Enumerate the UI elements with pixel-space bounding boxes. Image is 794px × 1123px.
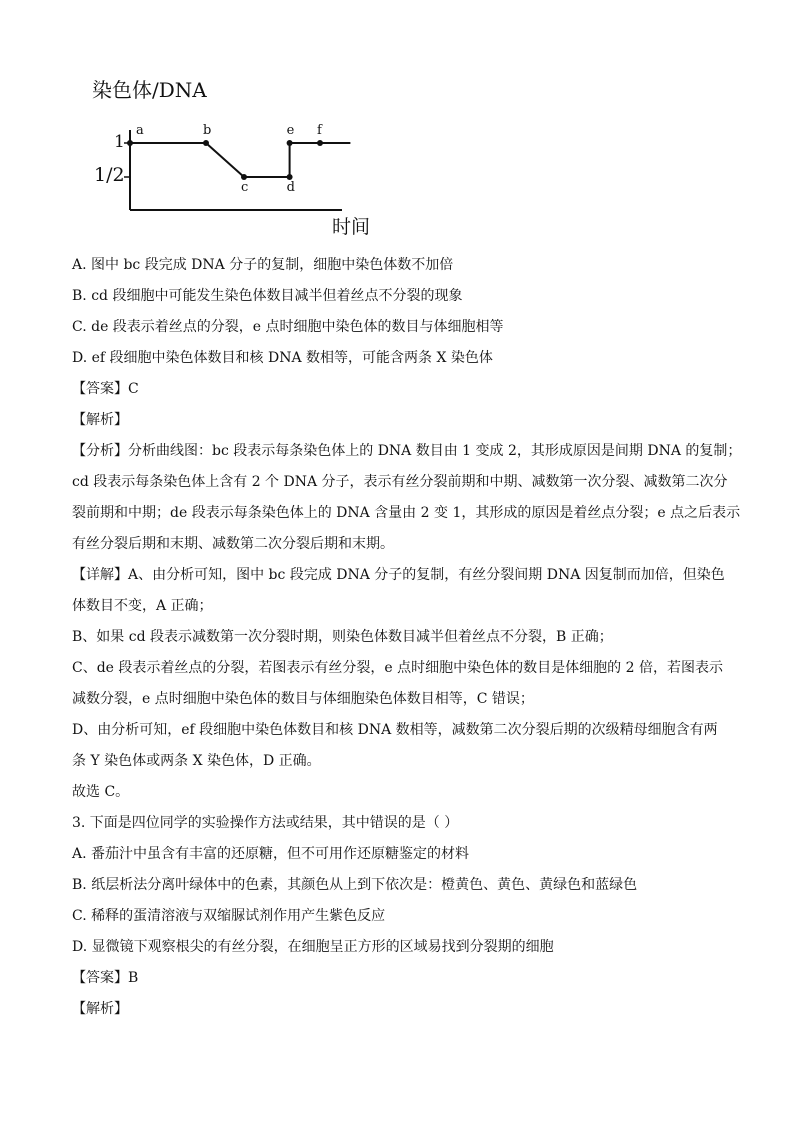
q3-analysis-heading: 【解析】	[72, 1001, 128, 1017]
point-label-b: b	[203, 123, 212, 138]
q3-option-d: D. 显微镜下观察根尖的有丝分裂，在细胞呈正方形的区域易找到分裂期的细胞	[72, 939, 554, 955]
conclusion: 故选 C。	[72, 784, 130, 800]
analysis-line: 裂前期和中期；de 段表示每条染色体上的 DNA 含量由 2 变 1，其形成的原因是着丝点分裂；e 点之后表示	[72, 505, 741, 521]
chromosome-dna-ratio-graph	[88, 72, 388, 242]
tick-label-half: 1/2	[94, 164, 125, 186]
point-b	[203, 140, 209, 146]
detail-line: 体数目不变，A 正确；	[72, 598, 213, 614]
detail-line: 条 Y 染色体或两条 X 染色体，D 正确。	[72, 753, 321, 769]
point-label-e: e	[286, 123, 295, 138]
option-d: D. ef 段细胞中染色体数目和核 DNA 数相等，可能含两条 X 染色体	[72, 350, 493, 366]
point-e	[287, 140, 293, 146]
detail-line: 【详解】A、由分析可知，图中 bc 段完成 DNA 分子的复制，有丝分裂间期 DNA 因复制而加倍，但染色	[72, 567, 725, 583]
point-a	[127, 140, 133, 146]
analysis-line: 【分析】分析曲线图：bc 段表示每条染色体上的 DNA 数目由 1 变成 2，其形成原因是间期 DNA 的复制；	[72, 443, 742, 459]
q3-option-c: C. 稀释的蛋清溶液与双缩脲试剂作用产生紫色反应	[72, 908, 386, 924]
q3-option-a: A. 番茄汁中虽含有丰富的还原糖，但不可用作还原糖鉴定的材料	[72, 846, 470, 862]
point-label-f: f	[317, 123, 322, 138]
detail-line: 减数分裂，e 点时细胞中染色体的数目与体细胞染色体数目相等，C 错误；	[72, 691, 534, 707]
option-b: B. cd 段细胞中可能发生染色体数目减半但着丝点不分裂的现象	[72, 288, 463, 304]
y-axis-label: 染色体/DNA	[92, 78, 207, 102]
curve	[130, 143, 350, 177]
tick-label-1: 1	[114, 132, 125, 152]
point-label-c: c	[241, 180, 249, 195]
point-label-a: a	[136, 123, 144, 138]
x-axis-label: 时间	[332, 216, 371, 238]
point-label-d: d	[286, 180, 295, 195]
option-c: C. de 段表示着丝点的分裂，e 点时细胞中染色体的数目与体细胞相等	[72, 319, 504, 335]
q3-answer: 【答案】B	[72, 970, 139, 986]
analysis-line: 有丝分裂后期和末期、减数第二次分裂后期和末期。	[72, 536, 394, 552]
option-a: A. 图中 bc 段完成 DNA 分子的复制，细胞中染色体数不加倍	[72, 257, 454, 273]
point-f	[317, 140, 323, 146]
detail-line: C、de 段表示着丝点的分裂，若图表示有丝分裂，e 点时细胞中染色体的数目是体细胞的 2 倍，若图表示	[72, 660, 723, 676]
analysis-line: cd 段表示每条染色体上含有 2 个 DNA 分子，表示有丝分裂前期和中期、减数第一次分裂、减数第二次分	[72, 474, 728, 490]
analysis-heading: 【解析】	[72, 412, 128, 428]
detail-line: D、由分析可知，ef 段细胞中染色体数目和核 DNA 数相等，减数第二次分裂后期的次级精母细胞含有两	[72, 722, 718, 738]
q3-option-b: B. 纸层析法分离叶绿体中的色素，其颜色从上到下依次是：橙黄色、黄色、黄绿色和蓝绿色	[72, 877, 638, 893]
detail-line: B、如果 cd 段表示减数第一次分裂时期，则染色体数目减半但着丝点不分裂，B 正确；	[72, 629, 613, 645]
answer: 【答案】C	[72, 381, 139, 397]
question-3: 3. 下面是四位同学的实验操作方法或结果，其中错误的是（ ）	[72, 815, 459, 831]
